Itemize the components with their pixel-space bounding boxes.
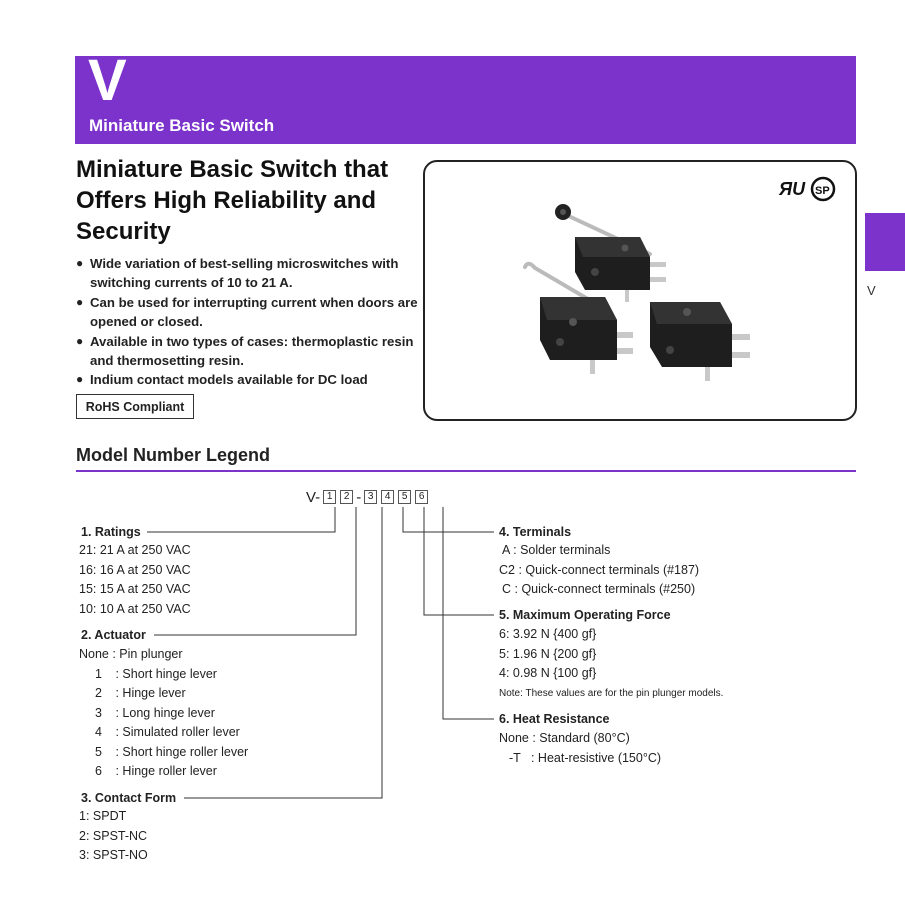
list-item bbox=[79, 684, 248, 704]
list-item: 5: 1.96 N {200 gf} bbox=[499, 646, 597, 661]
list-item: 6: 3.92 N {400 gf} bbox=[499, 627, 597, 641]
item-label: : Simulated roller lever bbox=[115, 725, 240, 739]
item-code: 4 bbox=[95, 725, 102, 739]
code-box-6: 6 bbox=[415, 490, 428, 504]
list-item: 16: 16 A at 250 VAC bbox=[79, 562, 191, 577]
code-box-2: 2 bbox=[340, 490, 353, 504]
item-label: : Hinge roller lever bbox=[115, 764, 217, 778]
list-item: C2 : Quick-connect terminals (#187) bbox=[499, 562, 700, 577]
list-item: 4: 0.98 N {100 gf} bbox=[499, 666, 597, 680]
list-item bbox=[79, 743, 248, 763]
actuator-title: 2. Actuator bbox=[81, 628, 146, 642]
force-list bbox=[499, 625, 596, 684]
item-code: 1 bbox=[95, 666, 102, 681]
feature-item: ● Indium contact models available for DC load bbox=[76, 370, 426, 389]
legend-title: Model Number Legend bbox=[76, 445, 271, 465]
contact-form-list bbox=[79, 807, 148, 866]
item-code: 3 bbox=[95, 705, 102, 720]
item-label: : Short hinge lever bbox=[115, 666, 217, 681]
list-item bbox=[79, 665, 248, 685]
item-label: : Hinge lever bbox=[115, 686, 186, 700]
code-box-1: 1 bbox=[323, 490, 336, 504]
list-item: 2: SPST-NC bbox=[79, 828, 148, 843]
series-letter: V bbox=[88, 48, 127, 113]
item-label: : Short hinge roller lever bbox=[115, 744, 249, 759]
item-label: : Long hinge lever bbox=[115, 705, 215, 720]
list-item: 1: SPDT bbox=[79, 809, 127, 823]
list-item: 3: SPST-NO bbox=[79, 848, 148, 862]
rohs-badge: RoHS Compliant bbox=[76, 394, 194, 419]
banner-subtitle: Miniature Basic Switch bbox=[89, 116, 275, 135]
svg-text:ЯU: ЯU bbox=[779, 179, 806, 199]
model-prefix: V- bbox=[306, 488, 321, 506]
list-item: None : Standard (80°C) bbox=[499, 731, 630, 745]
list-item bbox=[79, 723, 248, 743]
feature-item: ● Wide variation of best-selling microswitches with switching currents of 10 to 21 A. bbox=[76, 254, 426, 293]
force-note: Note: These values are for the pin plunger models. bbox=[499, 688, 724, 699]
heat-title: 6. Heat Resistance bbox=[499, 712, 610, 726]
code-box-4: 4 bbox=[381, 490, 394, 504]
list-item: None : Pin plunger bbox=[79, 647, 183, 661]
feature-item: ● Available in two types of cases: thermoplastic resin and thermosetting resin. bbox=[76, 332, 426, 371]
list-item: 10: 10 A at 250 VAC bbox=[79, 601, 191, 616]
list-item bbox=[79, 762, 248, 782]
code-box-3: 3 bbox=[364, 490, 377, 504]
side-index-letter: V bbox=[867, 283, 876, 298]
list-item: 15: 15 A at 250 VAC bbox=[79, 582, 191, 596]
code-box-5: 5 bbox=[398, 490, 411, 504]
feature-item: ● Can be used for interrupting current when doors are opened or closed. bbox=[76, 293, 426, 332]
terminals-title: 4. Terminals bbox=[499, 525, 572, 539]
list-item: 21: 21 A at 250 VAC bbox=[79, 543, 191, 557]
contact-form-title: 3. Contact Form bbox=[81, 791, 177, 805]
list-item: -T : Heat-resistive (150°C) bbox=[509, 750, 662, 765]
item-code: 5 bbox=[95, 744, 102, 759]
item-code: 2 bbox=[95, 686, 102, 700]
list-item: C : Quick-connect terminals (#250) bbox=[502, 582, 696, 596]
list-item: A : Solder terminals bbox=[502, 543, 611, 557]
model-separator: - bbox=[356, 488, 362, 506]
ratings-list bbox=[79, 541, 191, 619]
list-item bbox=[79, 704, 248, 724]
actuator-list bbox=[79, 645, 248, 782]
ratings-title: 1. Ratings bbox=[81, 525, 141, 539]
force-title: 5. Maximum Operating Force bbox=[499, 608, 671, 622]
item-code: 6 bbox=[95, 764, 102, 778]
heat-list bbox=[499, 729, 661, 768]
terminals-list bbox=[499, 541, 699, 600]
svg-text:SP: SP bbox=[815, 185, 830, 197]
page-title: Miniature Basic Switch that Offers High Reliability and Security bbox=[76, 156, 389, 245]
